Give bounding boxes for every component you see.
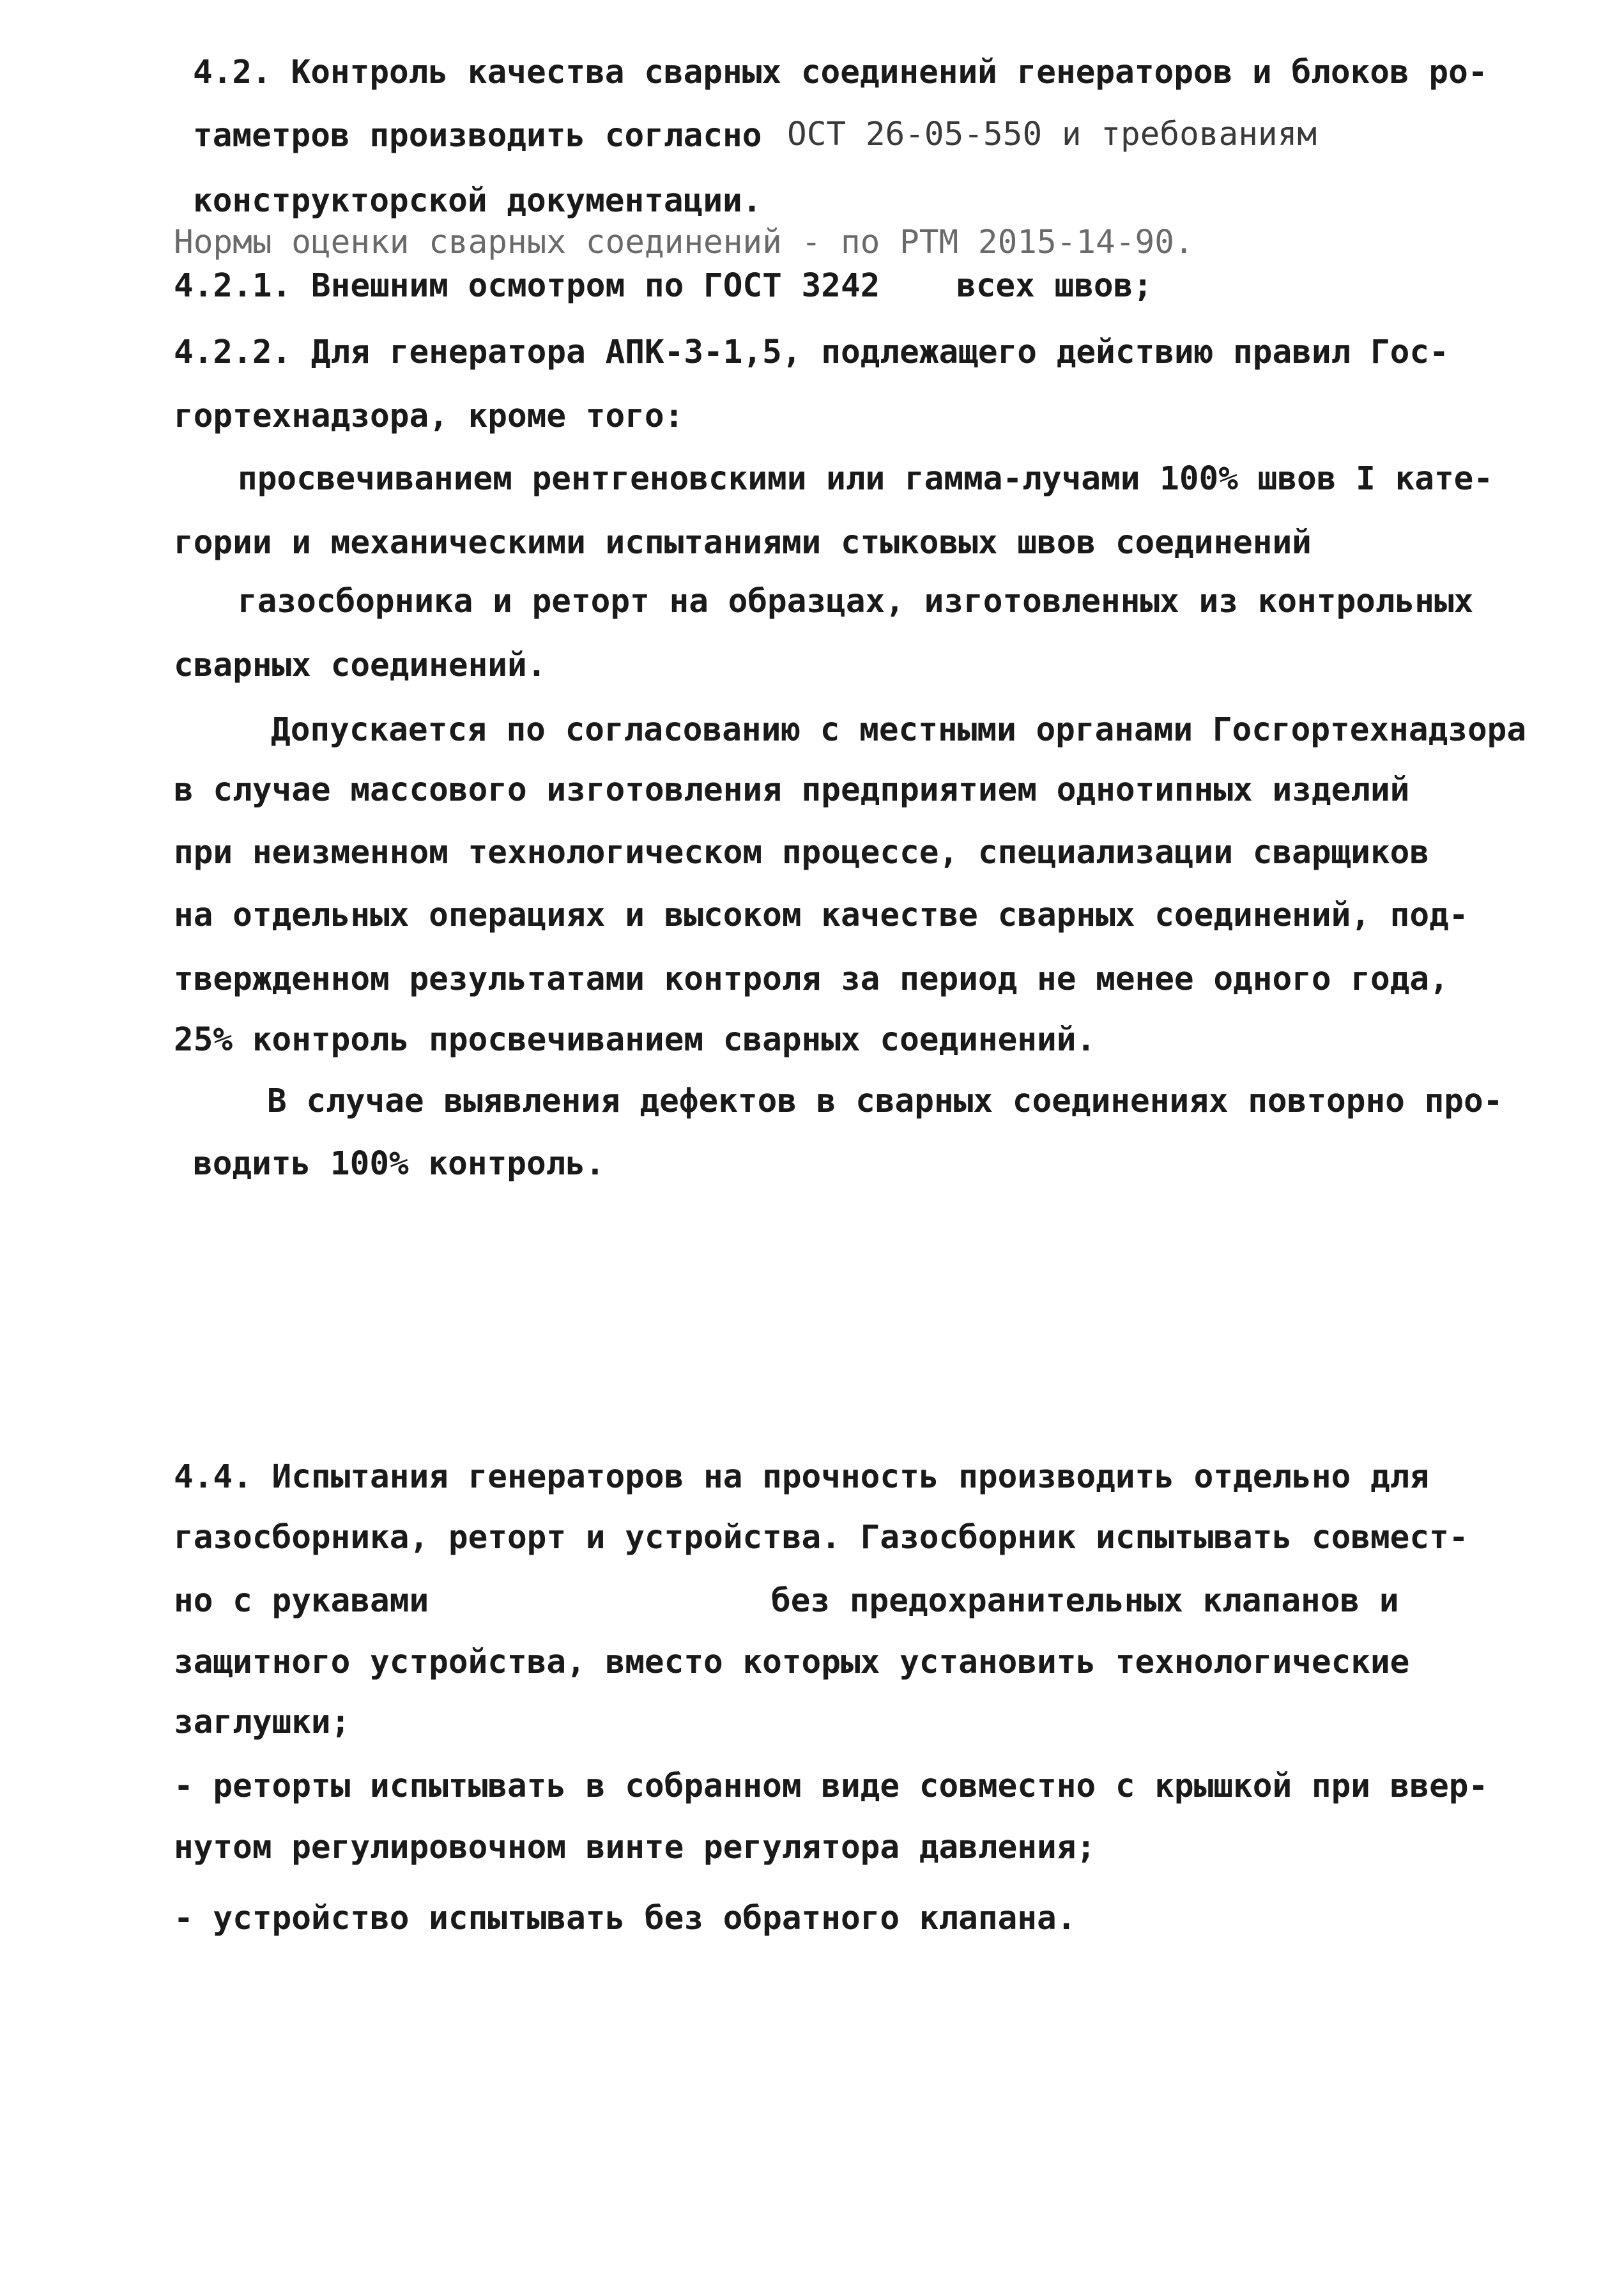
allowance-line-5: твержденном результатами контроля за период не менее одного года, <box>174 960 1449 998</box>
defects-line-2: водить 100% контроль. <box>193 1145 605 1183</box>
xray-line-3: газосборника и реторт на образцах, изготовленных из контрольных <box>238 583 1474 620</box>
section-4-4-line-2: газосборника, реторт и устройства. Газосборник испытывать совмест- <box>174 1519 1469 1557</box>
allowance-line-1: Допускается по согласованию с местными органами Госгортехнадзора <box>271 711 1527 749</box>
section-4-2-1-tail: всех швов; <box>956 267 1153 305</box>
section-4-4-line-1: 4.4. Испытания генераторов на прочность производить отдельно для <box>174 1458 1430 1496</box>
section-4-4-line-3b: без предохранительных клапанов и <box>771 1582 1399 1620</box>
retorts-line-2: нутом регулировочном винте регулятора давления; <box>174 1829 1096 1866</box>
norms-line: Нормы оценки сварных соединений - по РТМ 2015-14-90. <box>174 224 1194 261</box>
allowance-line-4: на отдельных операциях и высоком качестве сварных соединений, под- <box>174 896 1469 934</box>
section-4-4-line-4: защитного устройства, вместо которых установить технологические <box>174 1643 1410 1681</box>
section-4-2-1-line: 4.2.1. Внешним осмотром по ГОСТ 3242 <box>174 267 880 305</box>
section-4-2-2-line-1: 4.2.2. Для генератора АПК-3-1,5, подлежащего действию правил Гос- <box>174 334 1449 371</box>
allowance-line-3: при неизменном технологическом процессе, специализации сварщиков <box>174 834 1430 872</box>
xray-line-4: сварных соединений. <box>174 647 547 684</box>
section-4-2-line-2: таметров производить согласно <box>193 117 762 155</box>
section-4-4-line-3a: но с рукавами <box>174 1582 429 1620</box>
section-4-4-line-5: заглушки; <box>174 1704 351 1741</box>
section-4-2-line-1: 4.2. Контроль качества сварных соединений генераторов и блоков ро- <box>193 54 1488 91</box>
section-4-2-line-3: конструкторской документации. <box>193 182 762 220</box>
ost-reference: ОСТ 26-05-550 и требованиям <box>787 116 1317 153</box>
section-4-2-2-line-2: гортехнадзора, кроме того: <box>174 397 684 435</box>
device-line: - устройство испытывать без обратного клапана. <box>174 1900 1076 1937</box>
allowance-line-6: 25% контроль просвечиванием сварных соединений. <box>174 1021 1096 1059</box>
retorts-line-1: - реторты испытывать в собранном виде совместно с крышкой при ввер- <box>174 1767 1489 1805</box>
defects-line-1: В случае выявления дефектов в сварных соединениях повторно про- <box>267 1082 1503 1120</box>
xray-line-1: просвечиванием рентгеновскими или гамма-лучами 100% швов I кате- <box>238 460 1494 498</box>
allowance-line-2: в случае массового изготовления предприятием однотипных изделий <box>174 771 1410 809</box>
xray-line-2: гории и механическими испытаниями стыковых швов соединений <box>174 524 1312 562</box>
